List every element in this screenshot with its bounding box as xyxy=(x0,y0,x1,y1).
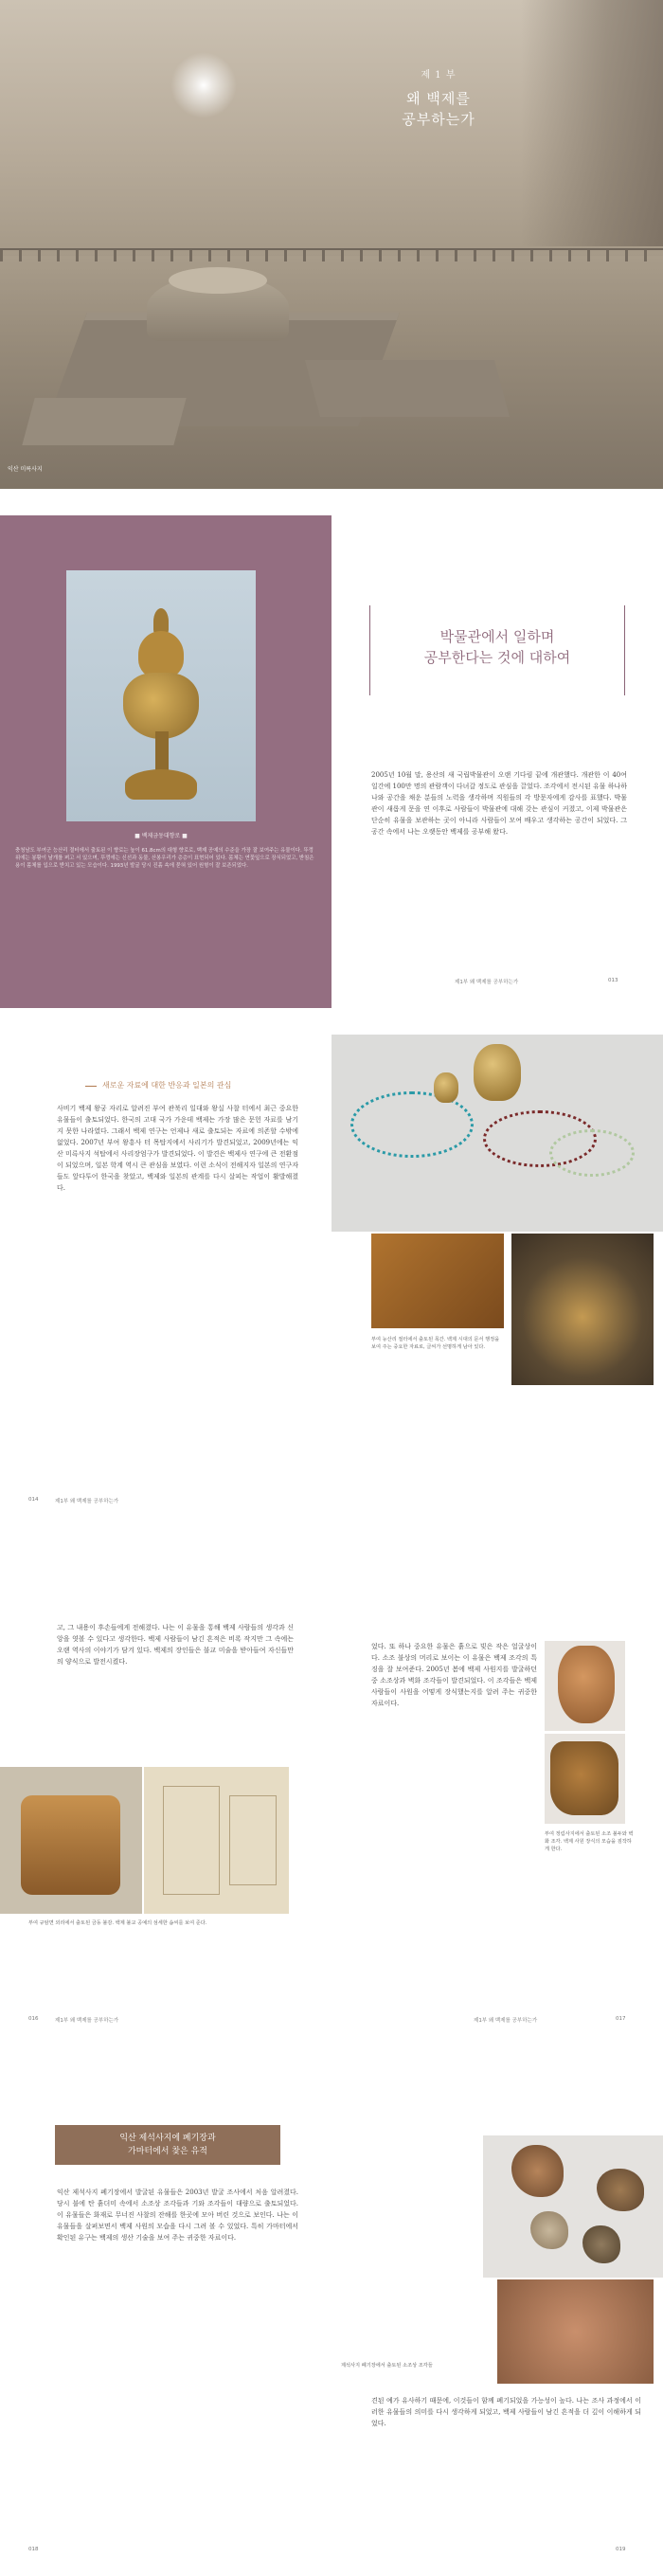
photo-caption: 부여 능산리 절터에서 출토된 목간. 백제 시대의 문서 행정을 보여 주는 중요한 자료로, 글씨가 선명하게 남아 있다. xyxy=(371,1337,500,1350)
drawing-outline xyxy=(163,1786,220,1895)
censer-stem xyxy=(155,731,169,774)
mural-fragment xyxy=(550,1741,618,1815)
section-heading: 새로운 자료에 대한 반응과 일본의 관심 xyxy=(85,1080,231,1090)
page-number: 017 xyxy=(616,2016,626,2022)
body-column: 사비기 백제 왕궁 자리로 알려진 부여 관북리 일대와 왕실 사찰 터에서 최근 중요한 유물들이 출토되었다. 한국의 고대 국가 가운데 백제는 가장 많은 문헌 자료를 남기지 못한 나라였다. 그래서 백제 연구는 언제나 새로 출토되는 자료에 의존할 수밖에 없었다. 2007년 부여 왕흥사 터 목탑지에서 사리기가 발견되었고, 2009년에는 익산 미륵사지 석탑에서 사리장엄구가 발견되었다. 이 발견은 백제사 연구에 큰 전환점이 되었으며, 일본 학계 역시 큰 관심을 보였다. 이런 소식이 전해지자 일본의 연구자들도 앞다투어 한국을 찾았고, 백제와 일본의 관계를 다시 살피는 작업이 활발해졌다. xyxy=(57,1105,298,1192)
page-number: 016 xyxy=(28,2016,39,2022)
ornaments-photo xyxy=(332,1035,663,1232)
running-footer: 제1부 왜 백제를 공부하는가 xyxy=(455,980,519,985)
incense-burner-photo xyxy=(66,570,256,821)
gilt-shrine-photo xyxy=(0,1767,142,1914)
body-column: 견된 예가 유사하기 때문에, 이것들이 함께 폐기되었을 가능성이 높다. 나는 조사 과정에서 이러한 유물들의 의미를 다시 생각하게 되었고, 백제 사람들이 남긴 흔적을 더 깊이 이해하게 되었다. xyxy=(371,2397,641,2427)
photo-credit: 익산 미륵사지 xyxy=(8,466,43,473)
part-title-line: 왜 백제를 xyxy=(406,90,471,107)
clay-fragment xyxy=(597,2169,644,2211)
page-number: 019 xyxy=(616,2547,626,2552)
foundation-stone xyxy=(22,398,186,445)
censer-foot xyxy=(125,769,197,800)
censer-body xyxy=(123,673,199,739)
essay-body: 2005년 10월 말, 용산의 새 국립박물관이 오랜 기다림 끝에 개관했다. 개관한 이 40여 일간에 100만 명의 관람객이 다녀갈 정도로 관심을 끌었다. 조각에서 전시된 유물 하나하나와 공간을 채운 분들의 노력을 생각하며 직원들의 각 방문자에게 감사를 표했다. 박물관이 새롭게 문을 연 이후로 사람들이 박물관에 대해 갖는 관심이 커졌고, 이제 박물관은 단순히 유물을 보관하는 곳이 아니라 사람들이 모여 배우고 생각하는 공간이 되었다. 그 공간 속에서 나는 오랫동안 백제를 공부해 왔다. xyxy=(371,771,627,836)
photo-caption: 제석사지 폐기장에서 출토된 소조상 조각들 xyxy=(341,2363,433,2369)
artifact-spread xyxy=(0,1554,663,2046)
running-footer: 제1부 왜 백제를 공부하는가 xyxy=(55,2018,119,2024)
artifact-caption: ■ 백제금동대향로 ■ xyxy=(134,833,188,839)
running-footer: 제1부 왜 백제를 공부하는가 xyxy=(474,2018,538,2024)
site-report-spread xyxy=(0,2073,663,2576)
photo-caption: 부여 정림사지에서 출토된 소조 불두와 벽화 조각. 백제 사원 장식의 모습을 짐작하게 한다. xyxy=(545,1831,634,1852)
essay-title-line: 공부한다는 것에 대하여 xyxy=(423,649,571,666)
section-tag xyxy=(55,2125,280,2165)
clay-fragment xyxy=(530,2211,568,2249)
clay-head-photo xyxy=(545,1641,625,1731)
section-tag-line: 가마터에서 찾은 유적 xyxy=(128,2147,207,2156)
essay-title-line: 박물관에서 일하며 xyxy=(439,628,555,645)
fence-railing xyxy=(0,248,663,261)
essay-title xyxy=(370,626,624,668)
clay-fragment xyxy=(511,2145,564,2197)
mural-fragment-photo xyxy=(545,1734,625,1824)
artifact-description: 충청남도 부여군 능산리 절터에서 출토된 이 향로는 높이 61.8cm의 대형 향로로, 백제 공예의 수준을 가장 잘 보여주는 유물이다. 뚜껑 위에는 봉황이 날개를 펴고 서 있으며, 뚜껑에는 신선과 동물, 산봉우리가 층층이 표현되어 있다. 몸체는 연꽃잎으로 장식되었고, 받침은 용이 몸체를 입으로 받치고 있는 모습이다. 1993년 발굴 당시 진흙 속에 묻혀 있어 원형이 잘 보존되었다. xyxy=(15,848,314,869)
page-number: 013 xyxy=(608,978,618,983)
part-label: 제 1 부 xyxy=(421,70,457,81)
drawing-outline xyxy=(229,1795,277,1885)
essay-title-frame xyxy=(369,605,625,695)
photo-caption: 부여 규암면 외리에서 출토된 금동 불감. 백제 불교 공예의 섬세한 솜씨를 보여 준다. xyxy=(28,1920,207,1926)
relief-fragment-photo xyxy=(497,2279,654,2384)
page-number: 014 xyxy=(28,1497,39,1503)
bronze-vessel xyxy=(434,1072,458,1103)
page-number: 018 xyxy=(28,2547,39,2552)
part-cover-spread xyxy=(0,0,663,489)
clay-fragments-photo xyxy=(483,2135,663,2278)
body-column: 익산 제석사지 폐기장에서 발굴된 유물들은 2003년 발굴 조사에서 처음 알려졌다. 당시 불에 탄 흙더미 속에서 소조상 조각들과 기와 조각들이 대량으로 출토되었다. 이 유물들은 화재로 무너진 사찰의 잔해를 한곳에 모아 버린 것으로 보인다. 나는 이 유물들을 살펴보면서 백제 사원의 모습을 다시 그려 볼 수 있었다. 특히 가마터에서 확인된 유구는 백제의 생산 기술을 보여 주는 귀중한 자료이다. xyxy=(57,2189,298,2242)
wooden-tablet-photo xyxy=(371,1234,504,1328)
section-tag-line: 익산 제석사지에 폐기장과 xyxy=(119,2134,216,2143)
clay-fragment xyxy=(582,2225,620,2263)
sun-glow xyxy=(170,52,237,118)
body-column: 었다. 또 하나 중요한 유물은 흙으로 빚은 작은 얼굴상이다. 소조 불상의 머리로 보이는 이 유물은 백제 조각의 특징을 잘 보여준다. 2005년 봄에 백제 사원지를 발굴하던 중 소조상과 벽화 조각들이 발견되었다. 이 조각들은 백제 사람들이 사원을 어떻게 장식했는지를 알려 주는 귀중한 자료이다. xyxy=(371,1643,537,1707)
running-footer: 제1부 왜 백제를 공부하는가 xyxy=(55,1499,119,1504)
bead-necklace xyxy=(549,1129,635,1177)
essay-opening-spread xyxy=(0,515,663,1008)
part-heading xyxy=(367,66,510,130)
left-page-mauve xyxy=(0,515,332,1008)
gilt-shrine xyxy=(21,1795,120,1895)
censer-lid xyxy=(138,631,184,678)
shrine-drawing xyxy=(142,1767,289,1914)
excavation-pit-photo xyxy=(511,1234,654,1385)
section-tag-title xyxy=(55,2132,280,2158)
text-photo-spread xyxy=(0,1035,663,1527)
misty-trees xyxy=(521,0,663,246)
clay-head xyxy=(558,1646,615,1723)
bead-necklace xyxy=(350,1091,474,1158)
foundation-stone xyxy=(305,360,510,417)
body-column: 고, 그 내용이 후손들에게 전해졌다. 나는 이 유물을 통해 백제 사람들의 생각과 신앙을 엿볼 수 있다고 생각한다. 백제 사람들이 남긴 흔적은 비록 작지만 그 속에는 오랜 역사의 이야기가 담겨 있다. 백제의 장인들은 불교 미술을 받아들여 자신들만의 양식으로 발전시켰다. xyxy=(57,1624,294,1666)
pedestal-top xyxy=(169,267,267,294)
part-title xyxy=(367,88,510,130)
bronze-vessel xyxy=(474,1044,521,1101)
part-title-line: 공부하는가 xyxy=(402,111,475,128)
